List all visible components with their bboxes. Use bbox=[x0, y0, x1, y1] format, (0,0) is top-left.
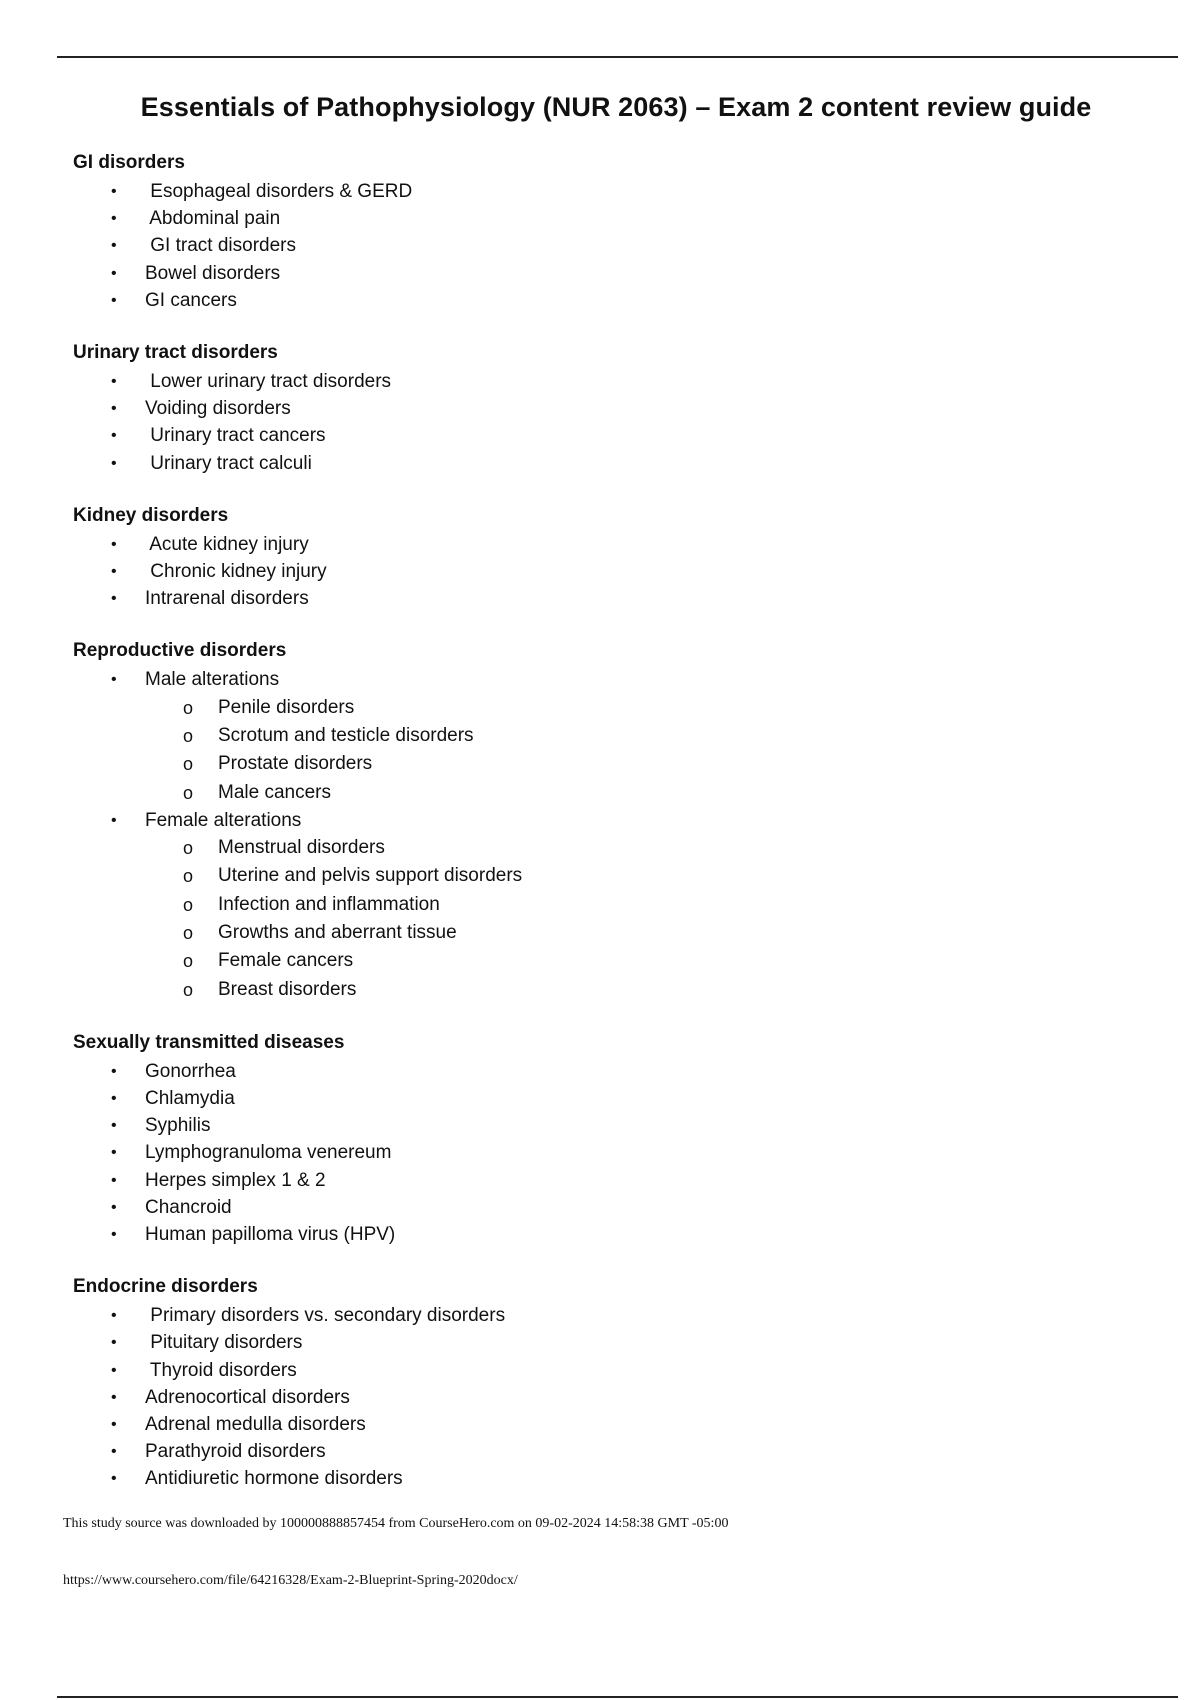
section-heading: Kidney disorders bbox=[73, 504, 229, 526]
sub-list-item-label: Breast disorders bbox=[218, 978, 357, 1000]
section bbox=[73, 1274, 1160, 1492]
list-item-label: Thyroid disorders bbox=[145, 1359, 297, 1381]
sub-list-item-label: Penile disorders bbox=[218, 696, 355, 718]
bullet-icon: • bbox=[111, 373, 117, 391]
list-item bbox=[73, 531, 1160, 558]
list-item-label: Urinary tract cancers bbox=[145, 425, 326, 447]
section-heading: GI disorders bbox=[73, 152, 185, 173]
section-heading: Endocrine disorders bbox=[73, 1276, 258, 1298]
sub-topic-list bbox=[145, 834, 1160, 1004]
sub-list-item bbox=[73, 722, 1160, 750]
list-item bbox=[73, 450, 1160, 477]
bullet-icon: • bbox=[111, 590, 117, 608]
list-item bbox=[73, 395, 1160, 422]
list-item bbox=[73, 1221, 1160, 1248]
bullet-icon: • bbox=[111, 1443, 117, 1461]
list-item bbox=[73, 422, 1160, 449]
sub-list-item-label: Uterine and pelvis support disorders bbox=[218, 865, 523, 887]
sub-list-item bbox=[73, 919, 1160, 947]
sub-list-item bbox=[73, 891, 1160, 919]
bullet-icon: • bbox=[111, 811, 117, 829]
list-item bbox=[73, 368, 1160, 395]
sub-list-item-label: Male cancers bbox=[218, 781, 331, 803]
list-item bbox=[73, 1058, 1160, 1085]
sub-list-item-label: Infection and inflammation bbox=[218, 893, 440, 915]
circle-bullet-icon: o bbox=[183, 725, 194, 746]
bullet-icon: • bbox=[111, 1198, 117, 1216]
bullet-icon: • bbox=[111, 1470, 117, 1488]
bullet-icon: • bbox=[111, 1144, 117, 1162]
sub-topic-list bbox=[145, 694, 1160, 807]
page-title: Essentials of Pathophysiology (NUR 2063) – Exam 2 content review guide bbox=[140, 92, 1092, 123]
list-item bbox=[73, 1384, 1160, 1411]
list-item bbox=[73, 666, 1160, 806]
list-item-label: Primary disorders vs. secondary disorders bbox=[145, 1305, 506, 1327]
bullet-icon: • bbox=[111, 671, 117, 689]
list-item bbox=[73, 178, 1160, 205]
sub-list-item-label: Prostate disorders bbox=[218, 753, 373, 775]
list-item-label: Male alterations bbox=[145, 669, 280, 691]
list-item bbox=[73, 232, 1160, 259]
list-item-label: Chronic kidney injury bbox=[145, 561, 327, 583]
list-item-label: Syphilis bbox=[145, 1115, 211, 1137]
list-item-label: Urinary tract calculi bbox=[145, 452, 312, 474]
list-item-label: Bowel disorders bbox=[145, 262, 281, 284]
topic-list bbox=[73, 531, 1160, 613]
bullet-icon: • bbox=[111, 210, 117, 228]
list-item bbox=[73, 260, 1160, 287]
list-item-label: Adrenocortical disorders bbox=[145, 1386, 350, 1408]
list-item-label: Lymphogranuloma venereum bbox=[145, 1142, 392, 1164]
list-item bbox=[73, 1438, 1160, 1465]
top-rule bbox=[57, 56, 1178, 58]
circle-bullet-icon: o bbox=[183, 754, 194, 775]
section bbox=[73, 503, 1160, 613]
list-item-label: Antidiuretic hormone disorders bbox=[145, 1468, 403, 1490]
list-item bbox=[73, 558, 1160, 585]
list-item bbox=[73, 1085, 1160, 1112]
list-item-label: Gonorrhea bbox=[145, 1060, 236, 1082]
list-item-label: Abdominal pain bbox=[145, 208, 281, 230]
list-item bbox=[73, 585, 1160, 612]
section bbox=[73, 340, 1160, 477]
list-item-label: Pituitary disorders bbox=[145, 1332, 303, 1354]
list-item-label: GI tract disorders bbox=[145, 235, 296, 257]
circle-bullet-icon: o bbox=[183, 894, 194, 915]
bullet-icon: • bbox=[111, 1334, 117, 1352]
bullet-icon: • bbox=[111, 1226, 117, 1244]
bullet-icon: • bbox=[111, 183, 117, 200]
circle-bullet-icon: o bbox=[183, 782, 194, 803]
list-item-label: Chlamydia bbox=[145, 1088, 235, 1110]
topic-list bbox=[73, 666, 1160, 1003]
sub-list-item bbox=[73, 834, 1160, 862]
bullet-icon: • bbox=[111, 1416, 117, 1434]
topic-list bbox=[73, 178, 1160, 314]
list-item bbox=[73, 1194, 1160, 1221]
list-item bbox=[73, 287, 1160, 314]
circle-bullet-icon: o bbox=[183, 838, 194, 859]
bullet-icon: • bbox=[111, 1361, 117, 1379]
sub-list-item bbox=[73, 694, 1160, 722]
bullet-icon: • bbox=[111, 237, 117, 255]
list-item-label: Female alterations bbox=[145, 809, 302, 831]
section-heading: Sexually transmitted diseases bbox=[73, 1031, 345, 1053]
list-item bbox=[73, 1411, 1160, 1438]
bullet-icon: • bbox=[111, 291, 117, 309]
sub-list-item bbox=[73, 947, 1160, 975]
bullet-icon: • bbox=[111, 1307, 117, 1325]
bullet-icon: • bbox=[111, 535, 117, 553]
list-item bbox=[73, 807, 1160, 1004]
sub-list-item-label: Scrotum and testicle disorders bbox=[218, 724, 474, 746]
source-url: https://www.coursehero.com/file/64216328/Exam-2-Blueprint-Spring-2020docx/ bbox=[63, 1573, 518, 1588]
bullet-icon: • bbox=[111, 427, 117, 445]
list-item bbox=[73, 1112, 1160, 1139]
list-item-label: GI cancers bbox=[145, 289, 237, 311]
section bbox=[73, 1030, 1160, 1248]
list-item bbox=[73, 205, 1160, 232]
list-item bbox=[73, 1357, 1160, 1384]
sub-list-item-label: Female cancers bbox=[218, 950, 354, 972]
bottom-rule bbox=[57, 1696, 1178, 1698]
bullet-icon: • bbox=[111, 1062, 117, 1080]
bullet-icon: • bbox=[111, 400, 117, 418]
sub-list-item-label: Menstrual disorders bbox=[218, 837, 385, 859]
topic-list bbox=[73, 1302, 1160, 1492]
sub-list-item-label: Growths and aberrant tissue bbox=[218, 921, 457, 943]
sub-list-item bbox=[73, 862, 1160, 890]
document-body bbox=[73, 150, 1160, 1519]
bullet-icon: • bbox=[111, 454, 117, 472]
bullet-icon: • bbox=[111, 264, 117, 282]
sub-list-item bbox=[73, 750, 1160, 778]
section-heading: Urinary tract disorders bbox=[73, 342, 278, 364]
list-item-label: Adrenal medulla disorders bbox=[145, 1414, 366, 1436]
list-item bbox=[73, 1465, 1160, 1492]
bullet-icon: • bbox=[111, 1171, 117, 1189]
circle-bullet-icon: o bbox=[183, 697, 194, 718]
section bbox=[73, 638, 1160, 1003]
list-item-label: Parathyroid disorders bbox=[145, 1441, 326, 1463]
list-item-label: Human papilloma virus (HPV) bbox=[145, 1224, 396, 1246]
list-item-label: Lower urinary tract disorders bbox=[145, 371, 392, 393]
download-source-note: This study source was downloaded by 100000888857454 from CourseHero.com on 09-02-2024 14:58:38 GMT -05:00 bbox=[63, 1516, 729, 1531]
section bbox=[73, 150, 1160, 314]
sub-list-item bbox=[73, 976, 1160, 1004]
bullet-icon: • bbox=[111, 563, 117, 581]
list-item-label: Intrarenal disorders bbox=[145, 588, 309, 610]
list-item-label: Acute kidney injury bbox=[145, 533, 309, 555]
list-item bbox=[73, 1139, 1160, 1166]
list-item-label: Esophageal disorders & GERD bbox=[145, 181, 413, 202]
section-heading: Reproductive disorders bbox=[73, 640, 287, 662]
bullet-icon: • bbox=[111, 1090, 117, 1108]
bullet-icon: • bbox=[111, 1388, 117, 1406]
circle-bullet-icon: o bbox=[183, 979, 194, 1000]
list-item-label: Voiding disorders bbox=[145, 398, 291, 420]
list-item-label: Herpes simplex 1 & 2 bbox=[145, 1169, 326, 1191]
circle-bullet-icon: o bbox=[183, 922, 194, 943]
topic-list bbox=[73, 368, 1160, 477]
sub-list-item bbox=[73, 779, 1160, 807]
list-item bbox=[73, 1329, 1160, 1356]
list-item-label: Chancroid bbox=[145, 1196, 232, 1218]
list-item bbox=[73, 1302, 1160, 1329]
topic-list bbox=[73, 1058, 1160, 1248]
circle-bullet-icon: o bbox=[183, 951, 194, 972]
list-item bbox=[73, 1167, 1160, 1194]
bullet-icon: • bbox=[111, 1117, 117, 1135]
circle-bullet-icon: o bbox=[183, 866, 194, 887]
